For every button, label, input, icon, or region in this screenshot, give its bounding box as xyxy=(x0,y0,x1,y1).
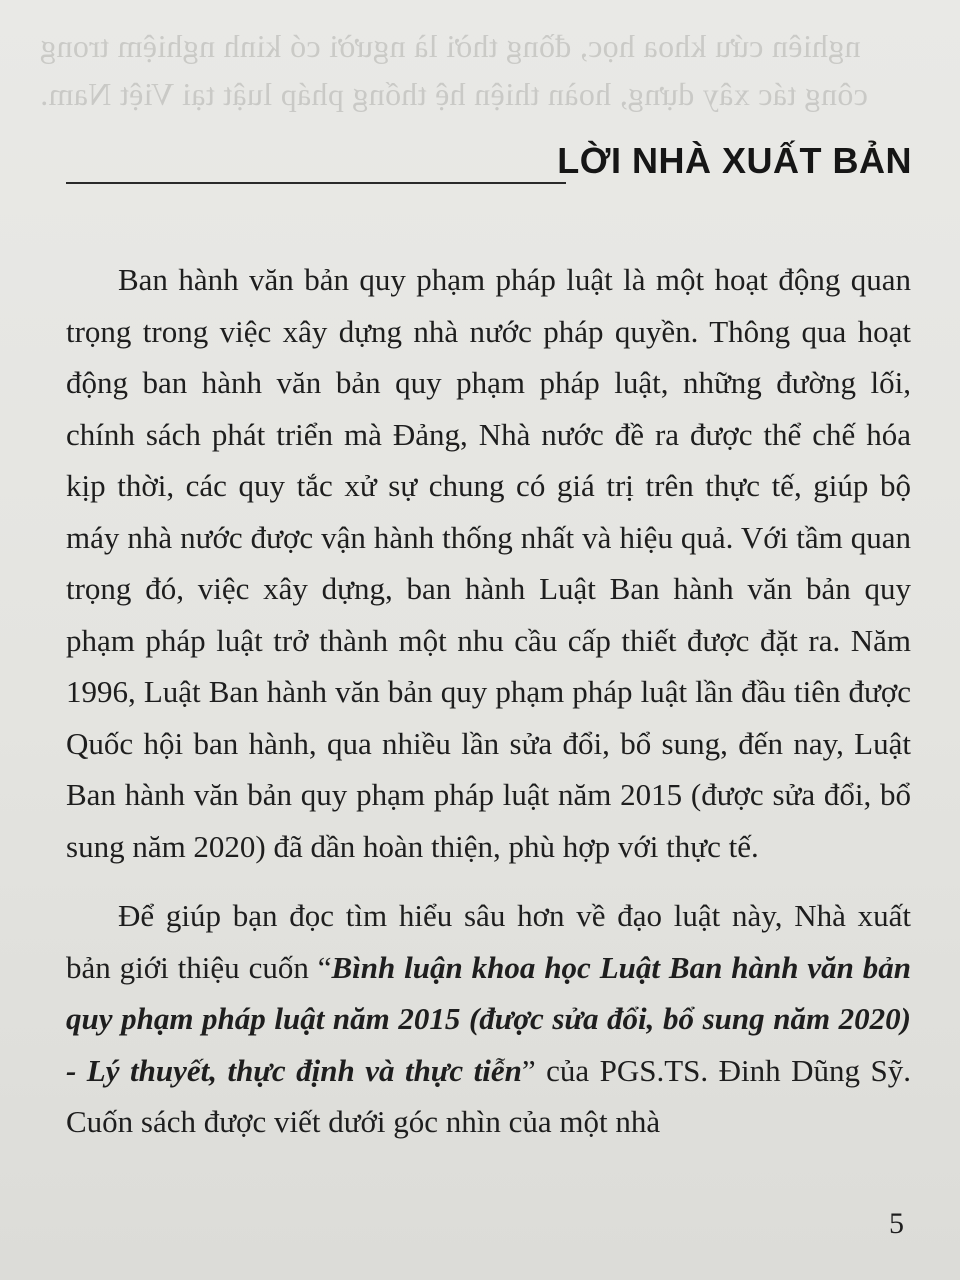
paragraph-2 xyxy=(66,890,911,1148)
heading-rule xyxy=(66,182,566,184)
body-text xyxy=(66,254,911,1148)
bleed-line: công tác xây dựng, hoàn thiện hệ thống pháp luật tại Việt Nam. xyxy=(40,76,868,112)
paragraph-1: Ban hành văn bản quy phạm pháp luật là một hoạt động quan trọng trong việc xây dựng nhà nước pháp quyền. Thông qua hoạt động ban hành văn bản quy phạm pháp luật, những đường lối, chính sách phát triển mà Đảng, Nhà nước đề ra được thể chế hóa kịp thời, các quy tắc xử sự chung có giá trị trên thực tế, giúp bộ máy nhà nước được vận hành thống nhất và hiệu quả. Với tầm quan trọng đó, việc xây dựng, ban hành Luật Ban hành văn bản quy phạm pháp luật trở thành một nhu cầu cấp thiết được đặt ra. Năm 1996, Luật Ban hành văn bản quy phạm pháp luật lần đầu tiên được Quốc hội ban hành, qua nhiều lần sửa đổi, bổ sung, đến nay, Luật Ban hành văn bản quy phạm pháp luật năm 2015 (được sửa đổi, bổ sung năm 2020) đã dần hoàn thiện, phù hợp với thực tế. xyxy=(66,262,911,864)
bleed-through-text xyxy=(40,22,900,118)
section-heading: LỜI NHÀ XUẤT BẢN xyxy=(557,140,912,181)
paragraph-2-intro: Để giúp bạn đọc tìm hiểu sâu hơn về đạo luật này, Nhà xuất bản giới thiệu cuốn “ xyxy=(66,898,911,985)
page-number: 5 xyxy=(889,1207,904,1240)
bleed-line: nghiên cứu khoa học, đồng thời là người có kinh nghiệm trong xyxy=(40,28,861,64)
section-heading-row xyxy=(66,140,912,190)
book-title: Bình luận khoa học Luật Ban hành văn bản quy phạm pháp luật năm 2015 (được sửa đổi, bổ sung năm 2020) - Lý thuyết, thực định và thực tiễn xyxy=(66,949,911,1088)
paragraph-2-rest: ” của PGS.TS. Đinh Dũng Sỹ. Cuốn sách được viết dưới góc nhìn của một nhà xyxy=(66,1052,911,1139)
